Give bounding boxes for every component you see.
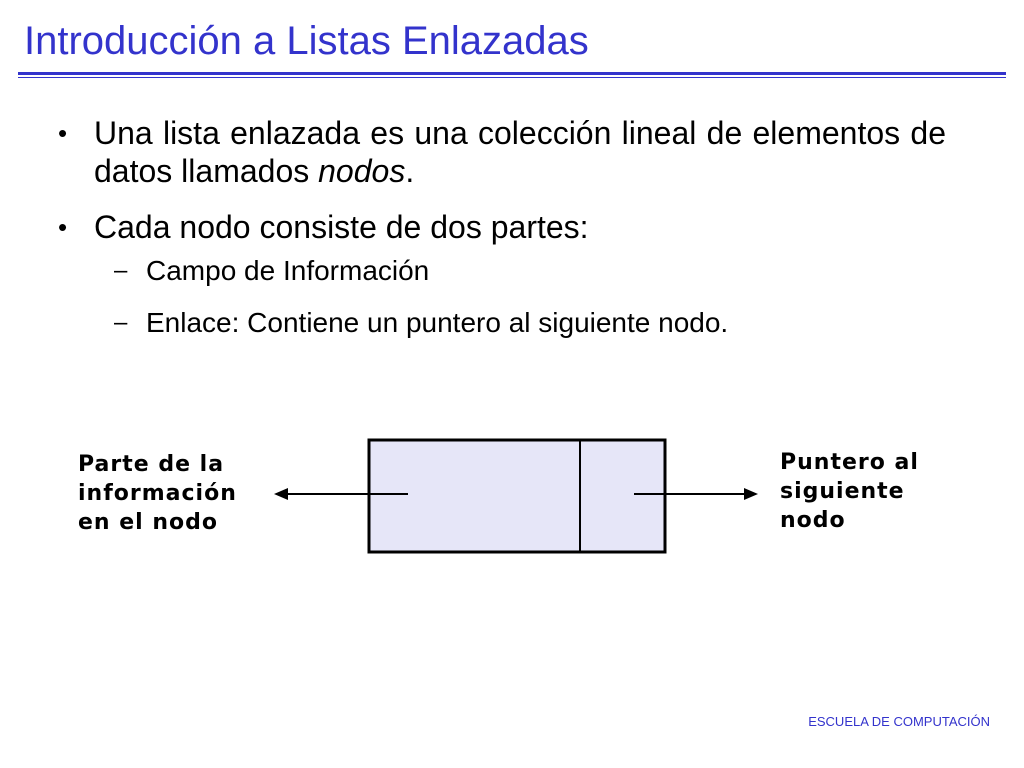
sub-bullet-marker: – [114,309,128,336]
pointer-label [780,448,919,535]
bullet-text [94,114,946,190]
slide-title: Introducción a Listas Enlazadas [24,19,589,63]
sub-bullet-text: Campo de Información [146,255,430,286]
bullet-item [58,114,946,190]
bullet-text: Cada nodo consiste de dos partes: [94,209,589,245]
bullet-list [58,114,946,358]
bullet-marker: • [58,118,68,148]
sub-bullet-item [58,254,946,288]
pointer-label-line: siguiente [780,479,905,504]
node-box [369,440,665,552]
info-label-line: información [78,481,237,506]
bullet-text-italic: nodos [318,153,406,189]
sub-bullet-item [58,306,946,340]
pointer-label-line: Puntero al [780,450,919,475]
bullet-text-part: Una lista enlazada es una colección lineal de elementos de datos llamados [94,115,946,189]
info-label-line: en el nodo [78,510,219,535]
sub-bullet-marker: – [114,257,128,284]
footer-text: ESCUELA DE COMPUTACIÓN [808,714,990,729]
title-divider [18,72,1006,78]
bullet-item [58,208,946,246]
bullet-text-end: . [405,153,415,189]
info-label-line: Parte de la [78,452,225,477]
node-diagram [66,432,956,572]
sub-bullet-text: Enlace: Contiene un puntero al siguiente nodo. [146,307,729,338]
info-part-label [78,450,237,537]
pointer-label-line: nodo [780,508,846,533]
bullet-marker: • [58,212,68,242]
